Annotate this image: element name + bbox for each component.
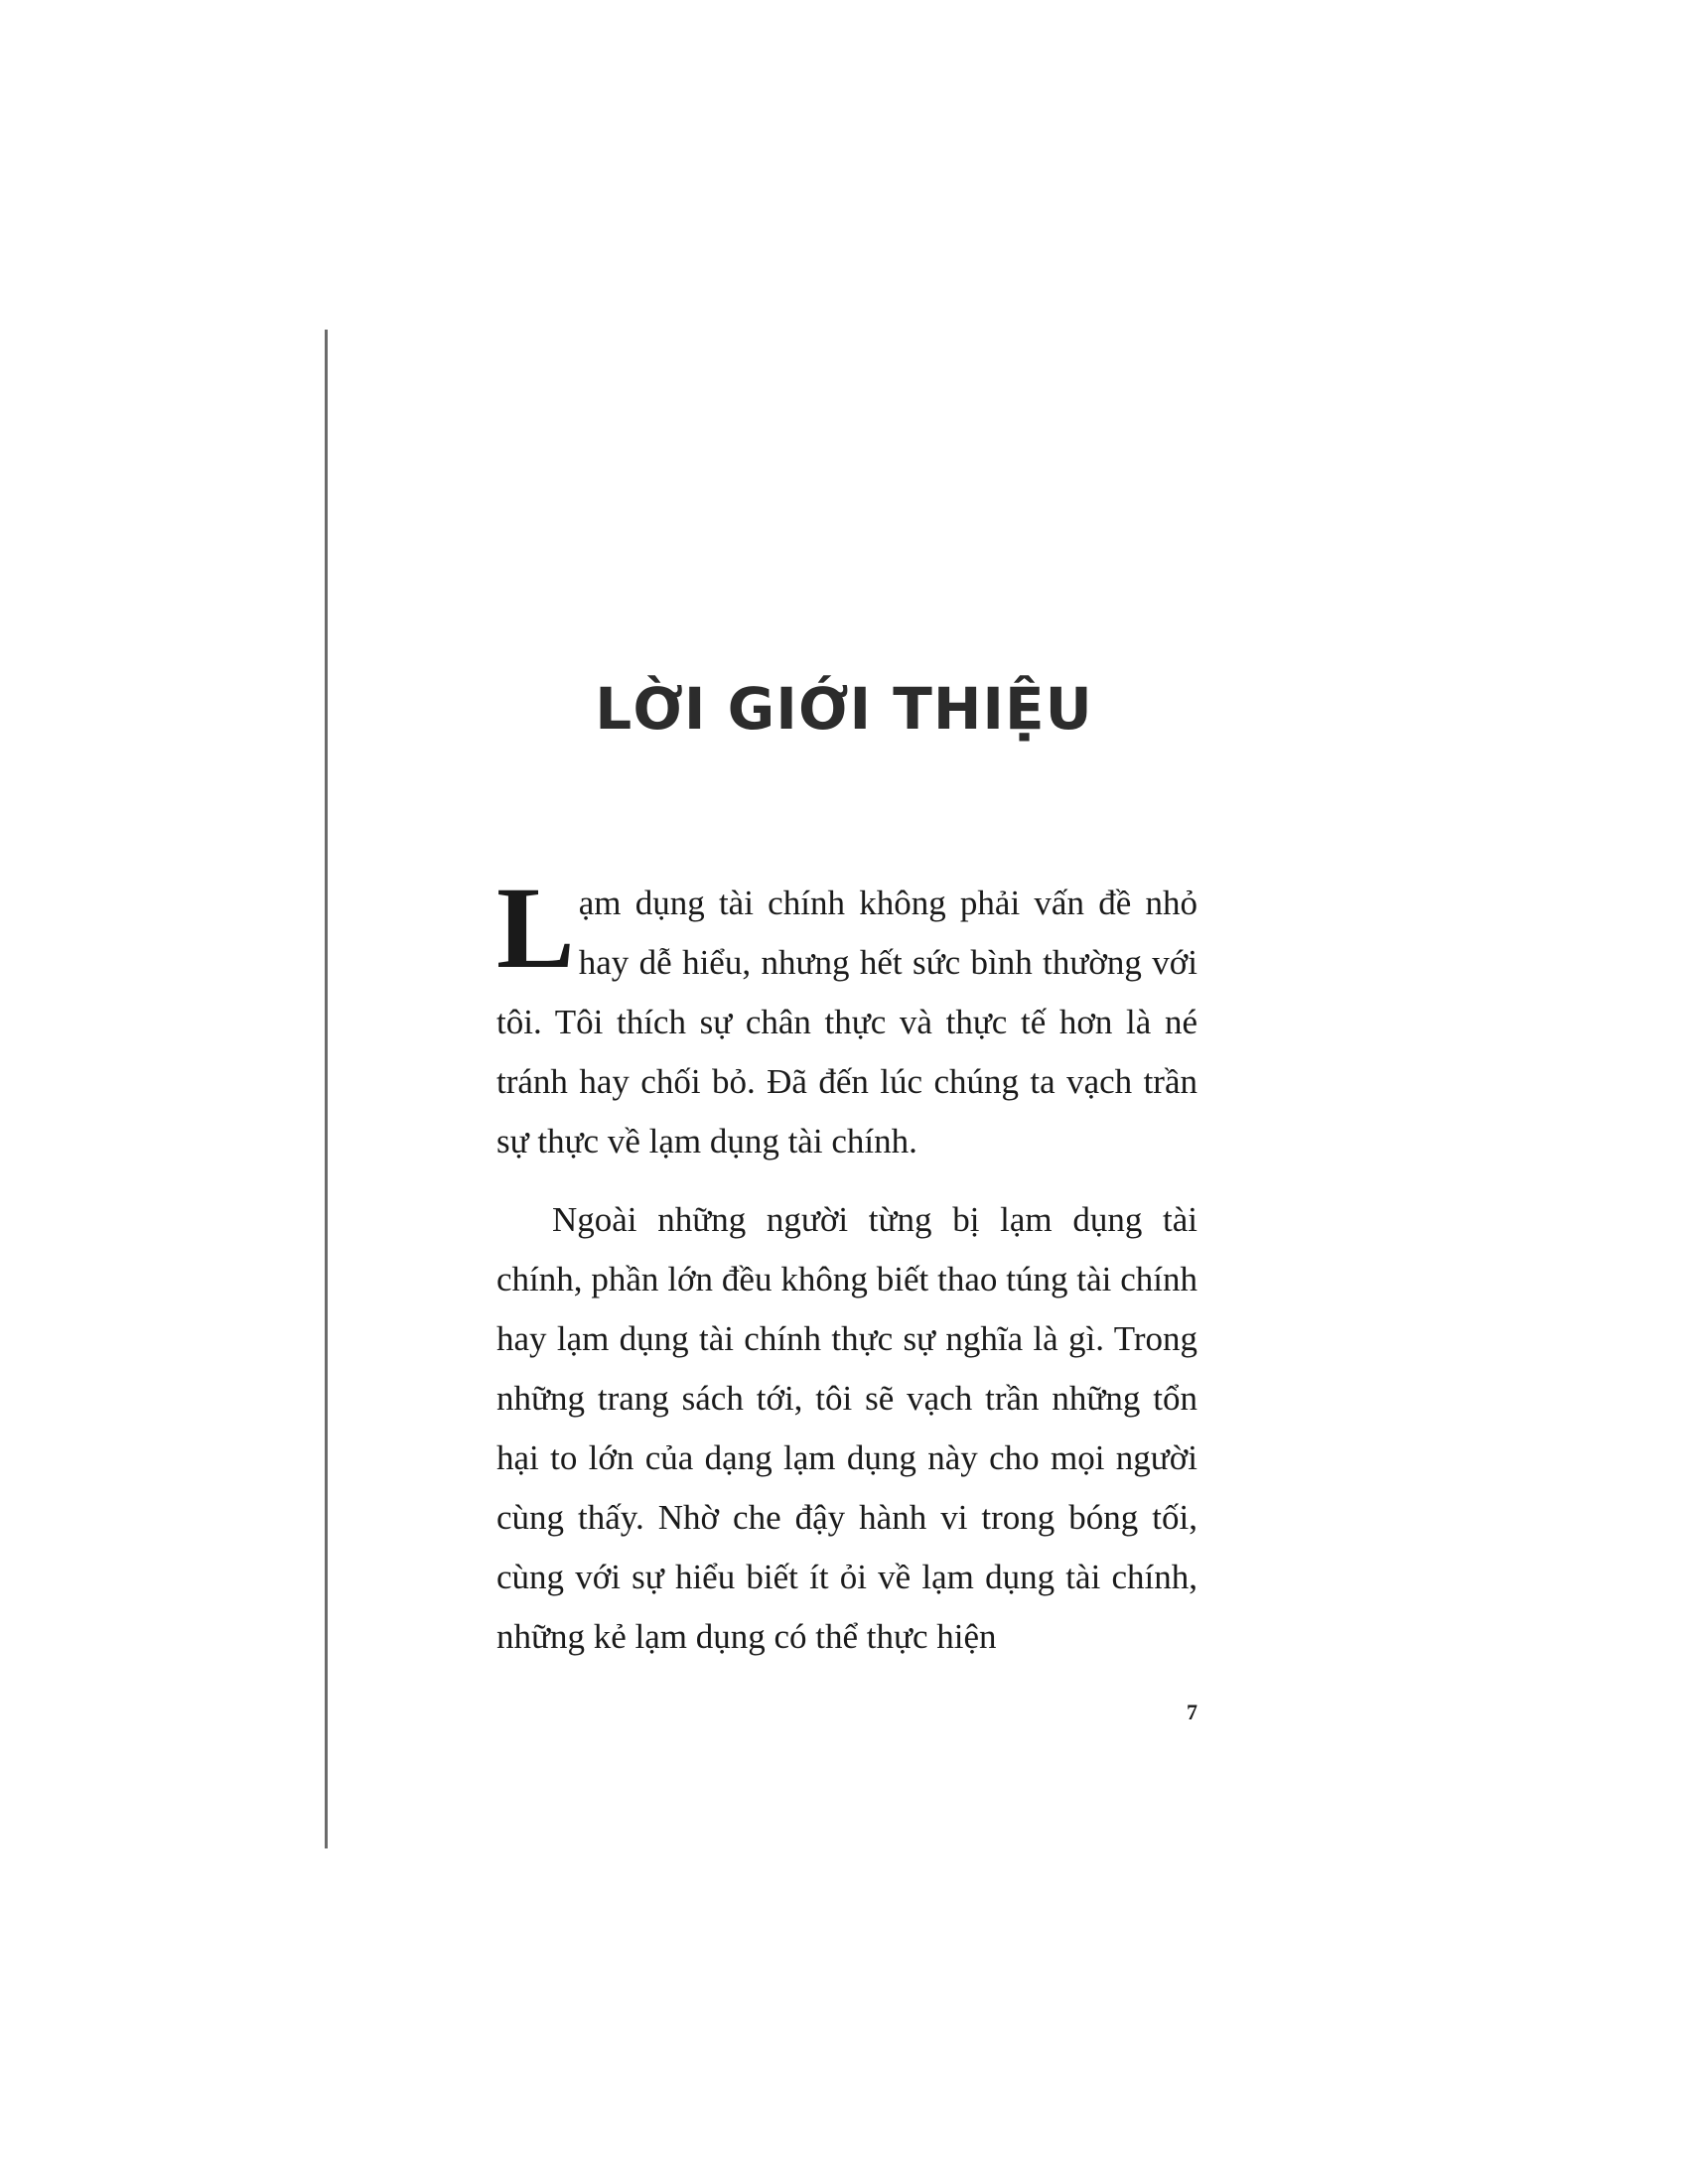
paragraph-1-text: ạm dụng tài chính không phải vấn đề nhỏ hay dễ hiểu, nhưng hết sức bình thường với tôi. Tôi thích sự chân thực và thực tế hơn là né tránh hay chối bỏ. Đã đến lúc chúng ta vạch trần sự thực về lạm dụng tài chính. [496, 884, 1197, 1160]
drop-cap: L [496, 863, 575, 993]
gutter-line [325, 330, 328, 1848]
paragraph-2: Ngoài những người từng bị lạm dụng tài chính, phần lớn đều không biết thao túng tài chính hay lạm dụng tài chính thực sự nghĩa là gì. Trong những trang sách tới, tôi sẽ vạch trần những tổn hại to lớn của dạng lạm dụng này cho mọi người cùng thấy. Nhờ che đậy hành vi trong bóng tối, cùng với sự hiểu biết ít ỏi về lạm dụng tài chính, những kẻ lạm dụng có thể thực hiện [496, 1200, 1197, 1656]
page-number: 7 [1187, 1700, 1197, 1724]
chapter-title: LỜI GIỚI THIỆU [595, 675, 1093, 743]
paragraph-1 [496, 863, 1197, 1171]
body-text [496, 863, 1197, 1667]
